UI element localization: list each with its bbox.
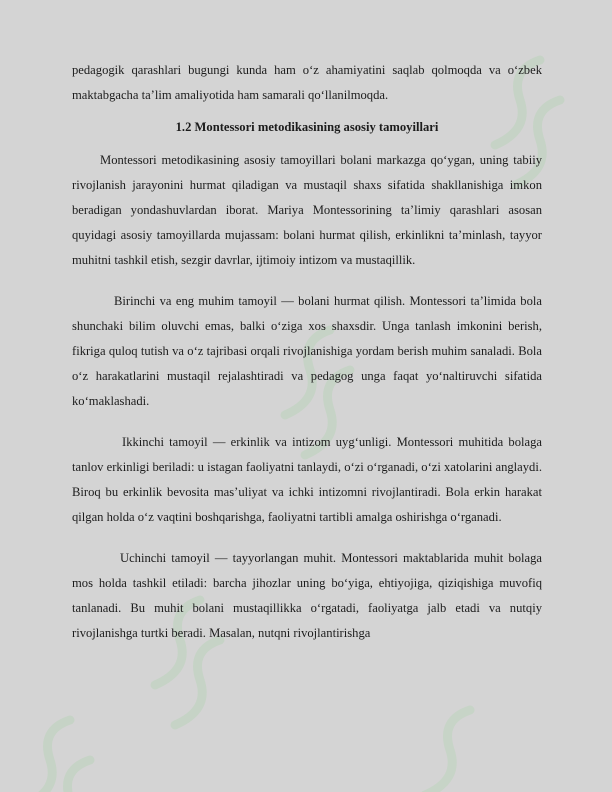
paragraph-third-principle: Uchinchi tamoyil — tayyorlangan muhit. Montessori maktablarida muhit bolaga mos holda tashkil etiladi: barcha jihozlar uning bo‘yiga, ehtiyojiga, qiziqishiga muvofiq tanlanadi. Bu muhit bolani mustaqillikka o‘rgatadi, faoliyatga jalb etadi va nutqiy rivojlanishga turtki beradi. Masalan, nutqni rivojlantirishga xyxy=(72,551,542,640)
paragraph-second-principle: Ikkinchi tamoyil — erkinlik va intizom uyg‘unligi. Montessori muhitida bolaga tanlov erkinligi beriladi: u istagan faoliyatni tanlaydi, o‘zi o‘rganadi, o‘zi xatolarini anglaydi. Biroq bu erkinlik bevosita mas’uliyat va ichki intizomni rivojlantiradi. Bola erkin harakat qilgan holda o‘z vaqtini boshqarishga, faoliyatni tartibli amalga oshirishga o‘rganadi. xyxy=(72,435,542,524)
paragraph-first-principle: Birinchi va eng muhim tamoyil — bolani hurmat qilish. Montessori ta’limida bola shunchaki bilim oluvchi emas, balki o‘ziga xos shaxsdir. Unga tanlash imkonini berish, fikriga quloq tutish va o‘z tajribasi orqali rivojlanishiga yordam berish muhim sanaladi. Bola o‘z harakatlarini mustaqil rejalashtiradi va pedagog unga faqat yo‘naltiruvchi sifatida ko‘maklashadi. xyxy=(72,294,542,408)
paragraph-principles-overview: Montessori metodikasining asosiy tamoyillari bolani markazga qo‘ygan, uning tabiiy rivojlanish jarayonini hurmat qiladigan va mustaqil shaxs sifatida shakllanishiga imkon beradigan yondashuvlardan iborat. Mariya Montessorining ta’limiy qarashlari asosan quyidagi asosiy tamoyillarda mujassam: bolani hurmat qilish, erkinlikni ta’minlash, tayyor muhitni tashkil etish, sezgir davrlar, ijtimoiy intizom va mustaqillik. xyxy=(72,153,542,267)
watermark-logo-mark-bottom-right xyxy=(425,710,470,792)
section-heading: 1.2 Montessori metodikasining asosiy tamoyillari xyxy=(175,120,439,134)
watermark-logo-mark-bottom-left xyxy=(25,720,90,792)
intro-paragraph: pedagogik qarashlari bugungi kunda ham o‘z ahamiyatini saqlab qolmoqda va o‘zbek maktabgacha ta’lim amaliyotida ham samarali qo‘llanilmoqda. xyxy=(72,63,542,102)
